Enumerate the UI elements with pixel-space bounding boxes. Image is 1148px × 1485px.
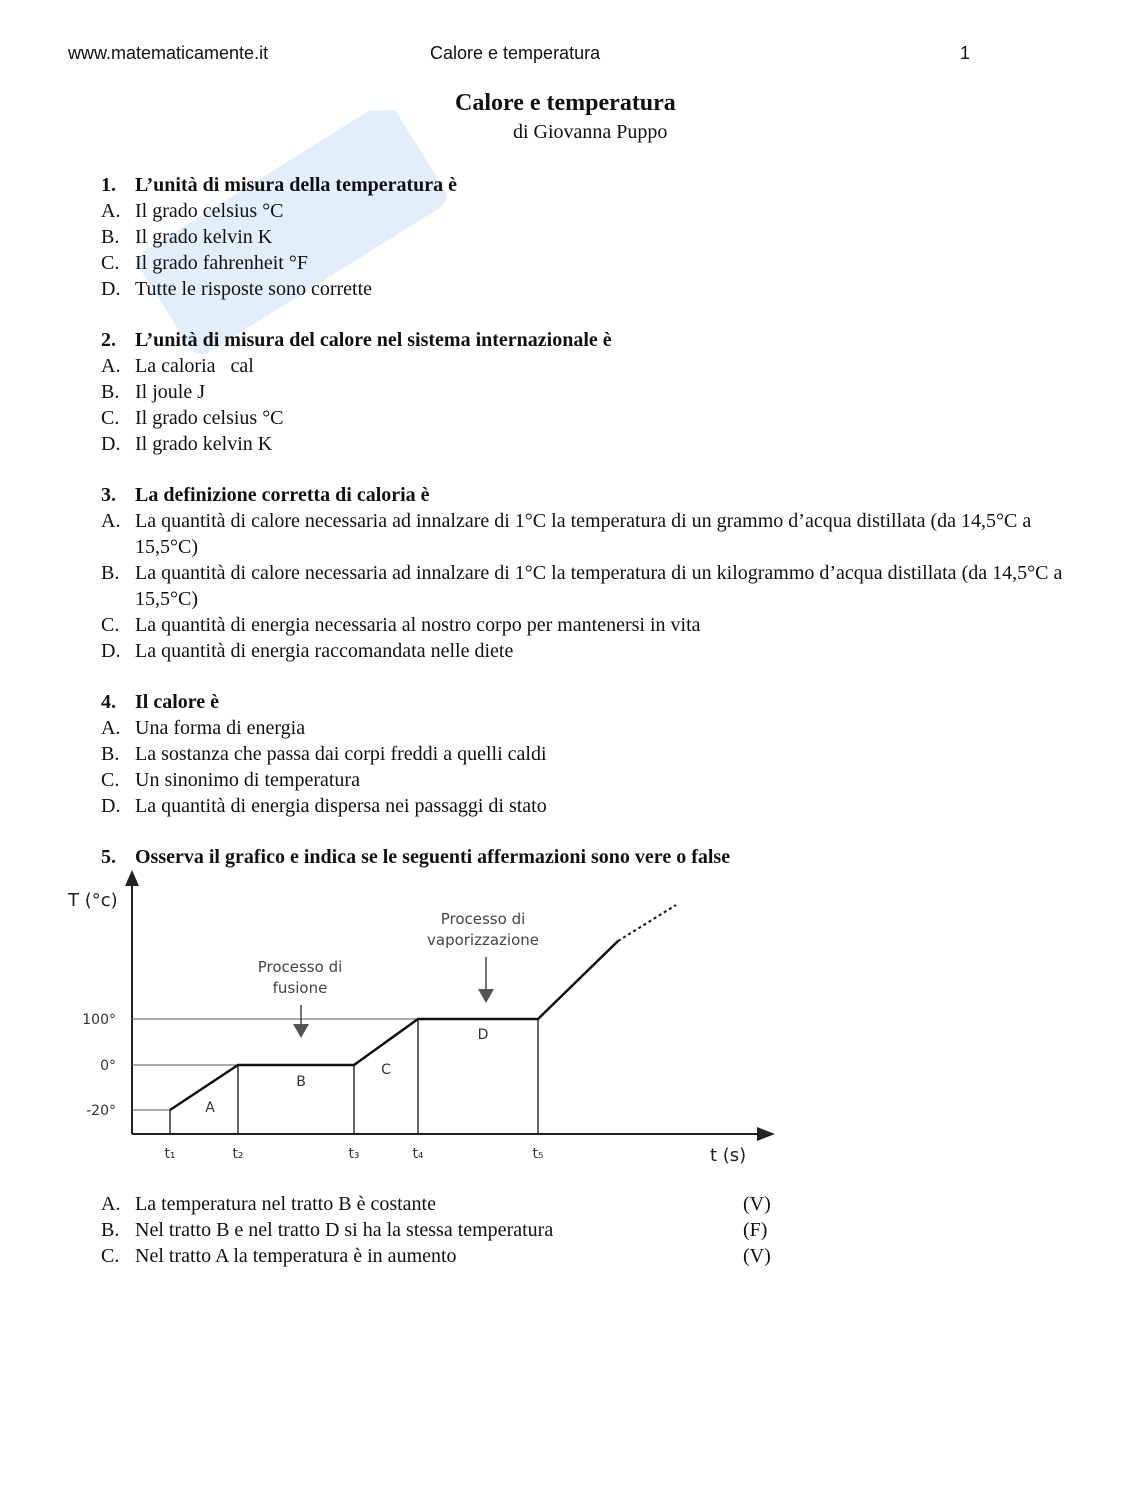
x-tick-label: t₃ (348, 1146, 360, 1162)
x-tick-label: t₁ (164, 1146, 176, 1162)
statement-b: B. Nel tratto B e nel tratto D si ha la stessa temperatura (F) (101, 1219, 768, 1241)
segment-label-c: C (381, 1062, 391, 1078)
question-5 (101, 844, 1071, 870)
question-text: Osserva il grafico e indica se le seguenti affermazioni sono vere o false (135, 846, 731, 868)
annotation-label: fusione (272, 979, 328, 997)
answer-badge: (V) (743, 1245, 771, 1267)
header-site: www.matematicamente.it (68, 43, 269, 63)
annotation-label: Processo di (257, 958, 343, 976)
x-axis-arrow (757, 1127, 775, 1141)
segment-label-b: B (296, 1074, 306, 1090)
segment-label-a: A (205, 1100, 215, 1116)
answer-badge: (F) (743, 1219, 768, 1241)
x-tick-label: t₂ (232, 1146, 244, 1162)
temperature-time-chart (60, 868, 800, 1178)
option-a: A. La caloria cal (101, 355, 254, 377)
annotation-label: Processo di (440, 910, 526, 928)
option-a: A. Il grado celsius °C (101, 200, 284, 222)
answer-badge: (V) (743, 1193, 771, 1215)
y-axis-label: T (°c) (68, 890, 118, 911)
y-tick-label: -20° (86, 1103, 116, 1119)
question-text: L’unità di misura della temperatura è (135, 174, 458, 196)
question-2 (101, 327, 1071, 457)
statement-a: A. La temperatura nel tratto B è costante (V) (101, 1193, 771, 1215)
x-tick-label: t₄ (412, 1146, 424, 1162)
option-c: C. Un sinonimo di temperatura (101, 769, 360, 791)
option-b: B. Il grado kelvin K (101, 226, 273, 248)
question-3 (101, 482, 1071, 664)
header-doc-title: Calore e temperatura (430, 43, 601, 63)
option-d: D. Il grado kelvin K (101, 433, 273, 455)
question-text: Il calore è (135, 691, 220, 713)
statement-c: C. Nel tratto A la temperatura è in aumento (V) (101, 1245, 771, 1267)
option-b: B. Il joule J (101, 381, 205, 403)
question-number: 2. (101, 329, 116, 351)
question-text: L’unità di misura del calore nel sistema internazionale è (135, 329, 612, 351)
option-c: C. Il grado celsius °C (101, 407, 284, 429)
option-b: B. La quantità di calore necessaria ad innalzare di 1°C la temperatura di un kilogrammo d’acqua distillata (da 14,5°C a 15,5°C) (101, 562, 1063, 610)
option-c: C. Il grado fahrenheit °F (101, 252, 308, 274)
annotation-label: vaporizzazione (427, 931, 539, 949)
y-axis-arrow (125, 870, 139, 886)
header-page-number: 1 (960, 43, 971, 63)
page-author: di Giovanna Puppo (513, 121, 668, 143)
question-number: 3. (101, 484, 116, 506)
series-line (170, 941, 618, 1110)
question-4 (101, 689, 1071, 819)
x-tick-label: t₅ (532, 1146, 544, 1162)
question-number: 4. (101, 691, 116, 713)
question-number: 5. (101, 846, 116, 868)
y-tick-label: 0° (100, 1058, 116, 1074)
option-d: D. Tutte le risposte sono corrette (101, 278, 373, 300)
question-text: La definizione corretta di caloria è (135, 484, 430, 506)
segment-label-d: D (477, 1027, 489, 1043)
question-5-statements (101, 1191, 1071, 1269)
option-d: D. La quantità di energia raccomandata nelle diete (101, 640, 514, 662)
annotation-arrow-head (293, 1024, 309, 1038)
option-c: C. La quantità di energia necessaria al nostro corpo per mantenersi in vita (101, 614, 701, 636)
x-axis-label: t (s) (710, 1145, 747, 1166)
y-tick-label: 100° (82, 1012, 116, 1028)
option-a: A. Una forma di energia (101, 717, 306, 739)
series-line-dashed (618, 905, 676, 941)
option-b: B. La sostanza che passa dai corpi freddi a quelli caldi (101, 743, 547, 765)
question-number: 1. (101, 174, 116, 196)
question-1 (101, 172, 1071, 302)
annotation-arrow-head (478, 989, 494, 1003)
option-d: D. La quantità di energia dispersa nei passaggi di stato (101, 795, 547, 817)
option-a: A. La quantità di calore necessaria ad innalzare di 1°C la temperatura di un grammo d’acqua distillata (da 14,5°C a 15,5°C) (101, 510, 1032, 558)
